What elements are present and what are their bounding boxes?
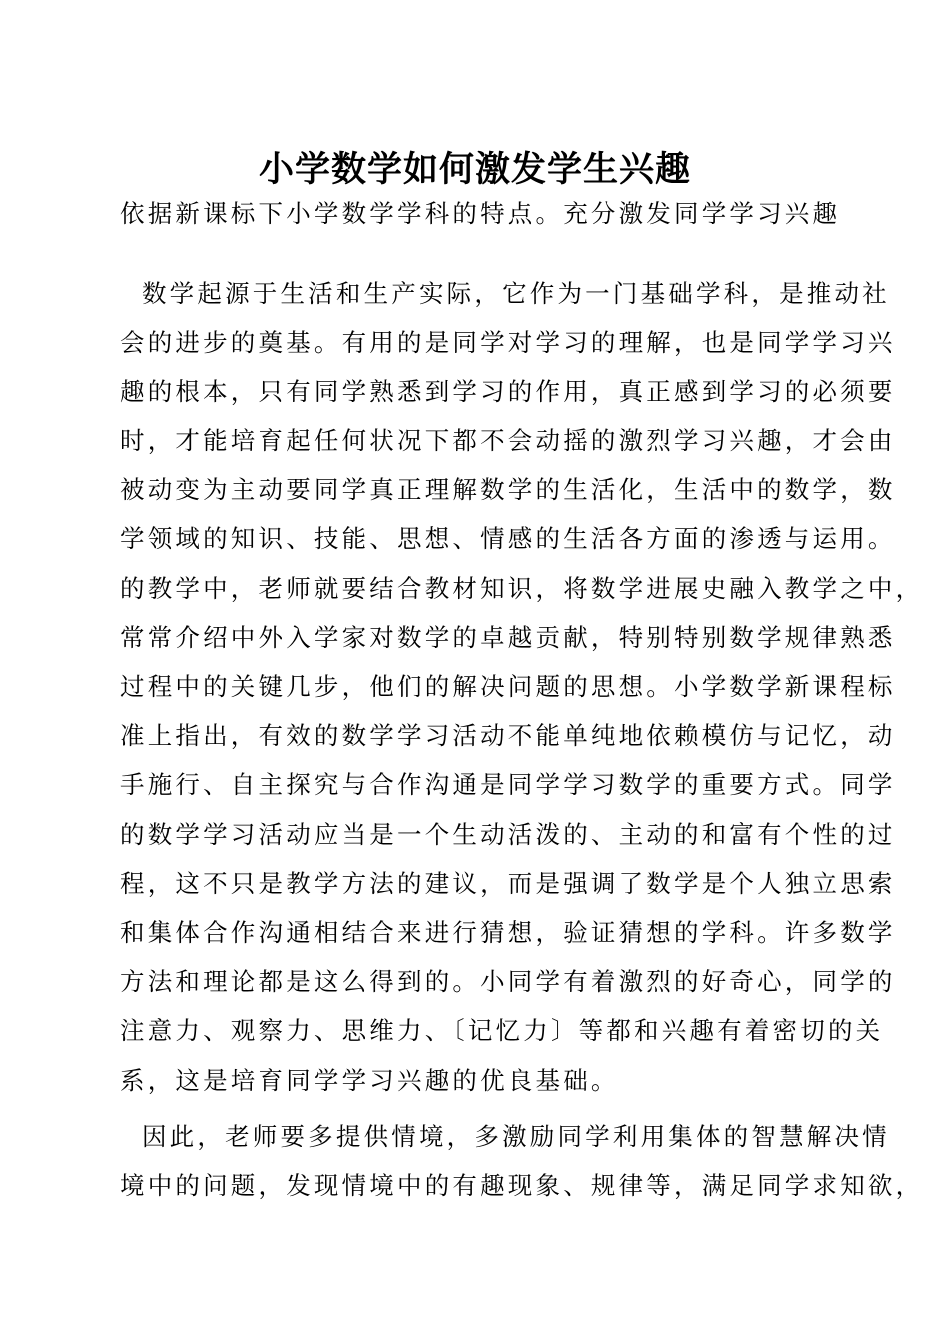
body-line: 准上指出，有效的数学学习活动不能单纯地依赖模仿与记忆，动 bbox=[120, 721, 896, 750]
body-line: 的数学学习活动应当是一个生动活泼的、主动的和富有个性的过 bbox=[120, 820, 896, 849]
body-line: 数学起源于生活和生产实际，它作为一门基础学科，是推动社 bbox=[120, 279, 890, 308]
body-line: 常常介绍中外入学家对数学的卓越贡献，特别特别数学规律熟悉 bbox=[120, 623, 896, 652]
body-line: 被动变为主动要同学真正理解数学的生活化，生活中的数学，数 bbox=[120, 475, 896, 504]
body-line: 过程中的关键几步，他们的解决问题的思想。小学数学新课程标 bbox=[120, 672, 896, 701]
body-line: 注意力、观察力、思维力、〔记忆力〕等都和兴趣有着密切的关 bbox=[120, 1016, 884, 1045]
body-line: 程，这不只是教学方法的建议，而是强调了数学是个人独立思索 bbox=[120, 869, 896, 898]
body-line: 会的进步的奠基。有用的是同学对学习的理解，也是同学学习兴 bbox=[120, 328, 896, 357]
document-title: 小学数学如何激发学生兴趣 bbox=[258, 149, 691, 190]
body-line: 学领域的知识、技能、思想、情感的生活各方面的渗透与运用。 bbox=[120, 524, 896, 553]
body-line: 方法和理论都是这么得到的。小同学有着激烈的好奇心，同学的 bbox=[120, 967, 896, 996]
body-line: 因此，老师要多提供情境，多激励同学利用集体的智慧解决情 bbox=[120, 1122, 890, 1151]
body-line: 境中的问题，发现情境中的有趣现象、规律等，满足同学求知欲， bbox=[120, 1171, 924, 1200]
body-line: 时，才能培育起任何状况下都不会动摇的激烈学习兴趣，才会由 bbox=[120, 426, 896, 455]
body-line: 和集体合作沟通相结合来进行猜想，验证猜想的学科。许多数学 bbox=[120, 918, 896, 947]
body-line: 系，这是培育同学学习兴趣的优良基础。 bbox=[120, 1066, 619, 1095]
body-line: 趣的根本，只有同学熟悉到学习的作用，真正感到学习的必须要 bbox=[120, 377, 896, 406]
body-line: 手施行、自主探究与合作沟通是同学学习数学的重要方式。同学 bbox=[120, 770, 896, 799]
body-line: 依据新课标下小学数学学科的特点。充分激发同学学习兴趣 bbox=[120, 199, 841, 228]
body-line: 的教学中，老师就要结合教材知识，将数学进展史融入教学之中， bbox=[120, 574, 924, 603]
